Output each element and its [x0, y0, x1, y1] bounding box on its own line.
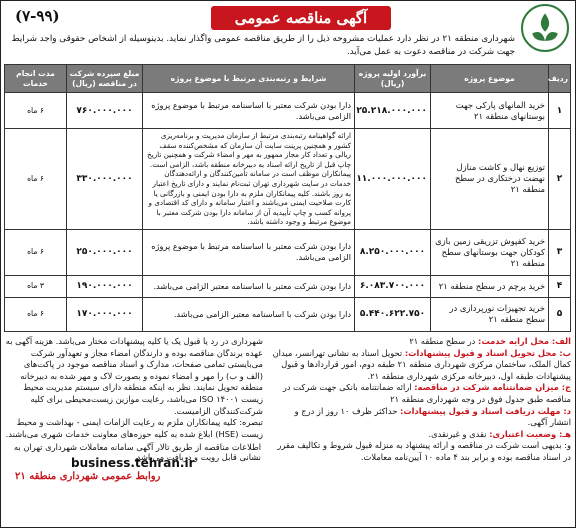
hse-note: تبصره: کلیه پیمانکاران ملزم به رعایت الزامات ایمنی - بهداشت و محیط زیست (HSE) ابلاغ شده به کلیه حوزه‌های معاونت خدمات شهری می‌باشند.	[5, 417, 263, 439]
row-number: ۲	[549, 129, 571, 230]
header-estimate: برآورد اولیه پروژه (ریال)	[355, 65, 431, 93]
notice-terms	[5, 336, 571, 486]
term-deadline: د: مهلت دریافت اسناد و قبول پیشنهادات: حداکثر ظرف ۱۰ روز از درج و انتشار آگهی.	[294, 405, 571, 428]
notice-code: (۷-۹۹)	[15, 7, 60, 25]
term-credit: هـ: وضعیت اعتباری: نقدی و غیرنقدی.	[428, 428, 571, 439]
row-estimate: ۱۱.۰۰۰.۰۰۰.۰۰۰	[355, 129, 431, 230]
row-deposit: ۱۹۰.۰۰۰.۰۰۰	[67, 275, 143, 297]
row-estimate: ۶.۰۸۳.۷۰۰.۰۰۰	[355, 275, 431, 297]
term-guarantee: ج: میزان ضمانتنامه شرکت در مناقصه: ارائه ضمانتنامه بانکی جهت شرکت در مناقصه طبق جدول فوق در وجه شهرداری منطقه ۲۱	[282, 382, 571, 404]
table-row	[5, 275, 571, 297]
general-conditions: شهرداری در رد یا قبول یک یا کلیه پیشنهادات مختار می‌باشد. هزینه آگهی به عهده برندگان مناقصه بوده و دارندگان امضاء مجاز و تعهدآور شرکت می‌بایستی تمامی صفحات، مدارک و اسناد مناقصه موجود در پاکت‌های (الف و ب) را مهر و امضاء نموده و بصورت لاک و مهر شده به دبیرخانه منطقه تحویل نمایند. نظر به اینکه منطقه دارای سیستم مدیریت محیط زیست ISO ۱۴۰۰۱ می‌باشد، رعایت موازین زیست‌محیطی برای کلیه شرکت‌کنندگان الزامیست.	[5, 335, 263, 416]
row-number: ۴	[549, 275, 571, 297]
row-number: ۱	[549, 93, 571, 129]
publication-note: اطلاعات مناقصه از طریق تالار آگهی سامانه معاملات شهرداری تهران به نشانی قابل رویت و دریافت می‌باشد.	[13, 441, 261, 462]
row-duration: ۶ ماه	[5, 297, 67, 331]
table-row	[5, 129, 571, 230]
row-deposit: ۷۶۰.۰۰۰.۰۰۰	[67, 93, 143, 129]
row-duration: ۶ ماه	[5, 129, 67, 230]
row-number: ۳	[549, 229, 571, 275]
notice-title: آگهی مناقصه عمومی	[211, 6, 391, 30]
row-terms: دارا بودن شرکت معتبر با اساسنامه معتبر الزامی می‌باشد.	[143, 275, 355, 297]
row-duration: ۶ ماه	[5, 229, 67, 275]
notice-footer	[11, 441, 261, 482]
public-relations-signature: روابط عمومی شهرداری منطقه ۲۱	[15, 470, 161, 482]
row-terms: ارائه گواهینامه رتبه‌بندی مرتبط از سازمان مدیریت و برنامه‌ریزی کشور و همچنین پرینت سایت آن سازمان که مشخص‌کننده سقف ریالی و تعداد کار مجاز ممهور به مهر و امضاء شرکت و همچنین تاریخ چاپ قبل از تاریخ ارائه اسناد به دبیرخانه منطقه باشد، الزامی است. پیمانکاران موظف است در سامانه تأمین‌کنندگان و ارائه‌دهندگان خدمات در سایت شهرداری تهران ثبت‌نام نمایند و دارای تاریخ اعتبار به روز باشند. کلیه پیمانکاران ملزم به دارا بودن ایمنی و بازرگانی یا کارت صلاحیت ایمنی می‌باشند و اعتبار سامانه و دارای کد اقتصادی و پروانه کسب و چاپ تأییدیه آن از سامانه دارا بودن شرکت معتبر با موضوع مرتبط و وجود داشته باشد.	[143, 129, 355, 230]
tender-table	[4, 64, 571, 332]
row-terms: دارا بودن شرکت با اساسنامه معتبر الزامی می‌باشد.	[143, 297, 355, 331]
row-terms: دارا بودن شرکت معتبر با اساسنامه مرتبط با موضوع پروژه الزامی می‌باشد.	[143, 229, 355, 275]
row-estimate: ۵.۴۴۰.۶۲۲.۷۵۰	[355, 297, 431, 331]
header-terms: شرایط و رتبه‌بندی مرتبط با موضوع پروژه	[143, 65, 355, 93]
table-row	[5, 93, 571, 129]
row-estimate: ۲۵.۲۱۸.۰۰۰.۰۰۰	[355, 93, 431, 129]
row-terms: دارا بودن شرکت معتبر با اساسنامه مرتبط با موضوع پروژه الزامی می‌باشد.	[143, 93, 355, 129]
row-subject: خرید تجهیزات نورپردازی در سطح منطقه ۲۱	[431, 297, 549, 331]
table-row	[5, 297, 571, 331]
website-link[interactable]: business.tehran.ir	[71, 455, 195, 470]
row-subject: توزیع نهال و کاشت منازل نهضت درختکاری در سطح منطقه ۲۱	[431, 129, 549, 230]
notice-header	[5, 4, 571, 64]
header-row-number: ردیف	[549, 65, 571, 93]
term-delivery-location: ب: محل تحویل اسناد و قبول پیشنهادات: تحویل اسناد به نشانی تهرانسر، میدان کمال الملک، ساختمان مرکزی شهرداری منطقه ۲۱ طبقه دوم، امور قراردادها و قبول پیشنهادات طبقه اول، دبیرخانه مرکزی شهرداری منطقه ۲۱.	[272, 347, 571, 381]
terms-list	[271, 336, 571, 464]
term-acceptance: و: بدیهی است شرکت در مناقصه و ارائه پیشنهاد به منزله قبول شروط و تکالیف مقرر در اسناد مناقصه بوده و برابر بند ۴ ماده ۱۰ آیین‌نامه معاملات.	[277, 440, 571, 462]
header-duration: مدت انجام خدمات	[5, 65, 67, 93]
row-subject: خرید پرچم در سطح منطقه ۲۱	[431, 275, 549, 297]
municipality-logo-icon	[521, 4, 569, 52]
table-header-row	[5, 65, 571, 93]
row-deposit: ۱۷۰.۰۰۰.۰۰۰	[67, 297, 143, 331]
header-subject: موضوع پروژه	[431, 65, 549, 93]
row-subject: خرید کفپوش تزریقی زمین بازی کودکان جهت بوستانهای سطح منطقه ۲۱	[431, 229, 549, 275]
terms-notes	[5, 336, 263, 440]
row-subject: خرید المانهای پارکی جهت بوستانهای منطقه ۲۱	[431, 93, 549, 129]
table-row	[5, 229, 571, 275]
header-deposit: مبلغ سپرده شرکت در مناقصه (ریال)	[67, 65, 143, 93]
notice-intro: شهرداری منطقه ۲۱ در نظر دارد عملیات مشروحه ذیل را از طریق مناقصه عمومی واگذار نماید. بدینوسیله از اشخاص حقوقی واجد شرایط جهت شرکت در مناقصه دعوت به عمل می‌آید.	[11, 34, 515, 57]
term-service-location: الف: محل ارایه خدمت: در سطح منطقه ۲۱	[409, 335, 571, 346]
row-number: ۵	[549, 297, 571, 331]
row-duration: ۳ ماه	[5, 275, 67, 297]
row-deposit: ۳۳۰.۰۰۰.۰۰۰	[67, 129, 143, 230]
row-deposit: ۲۵۰.۰۰۰.۰۰۰	[67, 229, 143, 275]
row-estimate: ۸.۲۵۰.۰۰۰.۰۰۰	[355, 229, 431, 275]
row-duration: ۶ ماه	[5, 93, 67, 129]
